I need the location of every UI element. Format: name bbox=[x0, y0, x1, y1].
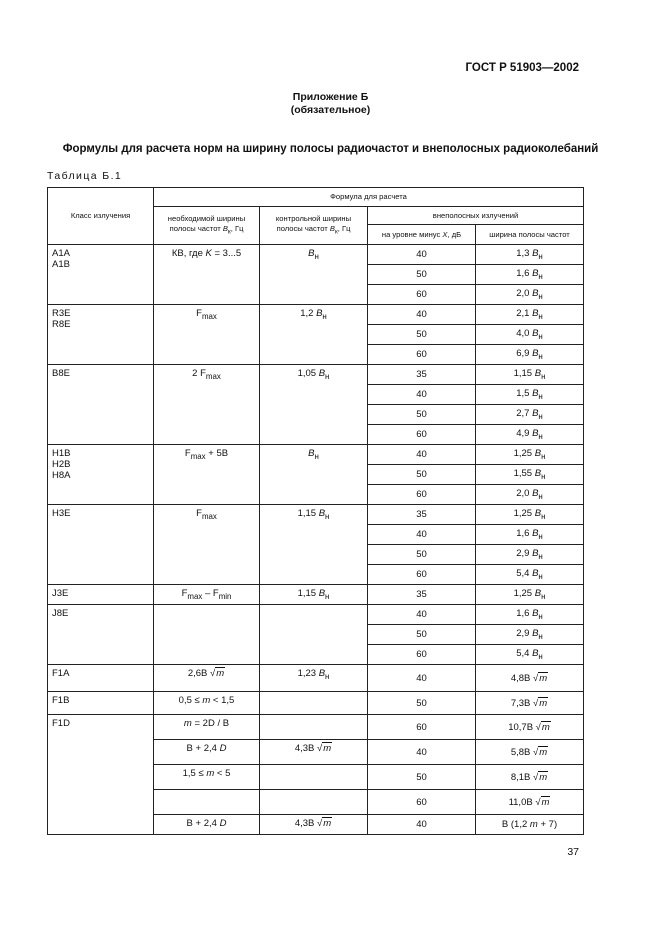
cell-control-width: 1,15 $B_н$ bbox=[260, 505, 368, 585]
cell-level: 35 bbox=[368, 365, 476, 385]
cell-necessary-width: m = 2D / B bbox=[154, 715, 260, 740]
cell-level: 40 bbox=[368, 525, 476, 545]
cell-bandwidth: 1,25 $B_н$ bbox=[476, 445, 584, 465]
cell-bandwidth: 1,25 $B_н$ bbox=[476, 505, 584, 525]
cell-level: 50 bbox=[368, 405, 476, 425]
cell-control-width: 1,05 $B_н$ bbox=[260, 365, 368, 445]
cell-necessary-width: $F_{max}$ bbox=[154, 505, 260, 585]
cell-necessary-width: КВ, где K = 3...5 bbox=[154, 245, 260, 305]
cell-necessary-width bbox=[154, 605, 260, 665]
appendix-title: Приложение Б bbox=[292, 91, 369, 103]
appendix-heading bbox=[0, 91, 661, 117]
cell-bandwidth: B (1,2 m + 7) bbox=[476, 815, 584, 835]
header-necessary-width: необходимой ширины полосы частот $B_к$, Гц bbox=[154, 207, 260, 245]
table-body bbox=[48, 245, 584, 835]
cell-emission-class: J8E bbox=[48, 605, 154, 665]
cell-control-width bbox=[260, 692, 368, 715]
cell-emission-class: R3E R8E bbox=[48, 305, 154, 365]
cell-control-width bbox=[260, 790, 368, 815]
header-level: на уровне минус X, дБ bbox=[368, 225, 476, 245]
cell-emission-class: F1B bbox=[48, 692, 154, 715]
cell-bandwidth: 4,9 $B_н$ bbox=[476, 425, 584, 445]
cell-level: 60 bbox=[368, 425, 476, 445]
page-title: Формулы для расчета норм на ширину полосы радиочастот и внеполосных радиоколебаний bbox=[62, 143, 599, 155]
cell-level: 40 bbox=[368, 445, 476, 465]
formula-table bbox=[47, 187, 584, 835]
cell-bandwidth: 5,4 $B_н$ bbox=[476, 645, 584, 665]
table-label: Таблица Б.1 bbox=[47, 170, 123, 182]
cell-necessary-width: 2,6B √m bbox=[154, 665, 260, 692]
cell-level: 40 bbox=[368, 385, 476, 405]
cell-bandwidth: 5,8B √m bbox=[476, 740, 584, 765]
cell-level: 60 bbox=[368, 715, 476, 740]
cell-bandwidth: 2,0 $B_н$ bbox=[476, 485, 584, 505]
header-formula: Формула для расчета bbox=[154, 188, 584, 207]
cell-necessary-width bbox=[154, 790, 260, 815]
table-row bbox=[48, 365, 584, 385]
table-row bbox=[48, 305, 584, 325]
cell-level: 40 bbox=[368, 305, 476, 325]
cell-bandwidth: 8,1B √m bbox=[476, 765, 584, 790]
cell-level: 50 bbox=[368, 545, 476, 565]
table-row bbox=[48, 605, 584, 625]
cell-necessary-width: $F_{max}$ bbox=[154, 305, 260, 365]
cell-necessary-width: 0,5 ≤ m < 1,5 bbox=[154, 692, 260, 715]
cell-control-width: 4,3B √m bbox=[260, 740, 368, 765]
cell-bandwidth: 7,3B √m bbox=[476, 692, 584, 715]
cell-emission-class: B8E bbox=[48, 365, 154, 445]
cell-bandwidth: 1,6 $B_н$ bbox=[476, 265, 584, 285]
cell-level: 50 bbox=[368, 325, 476, 345]
cell-level: 50 bbox=[368, 625, 476, 645]
header-emission-class: Класс излучения bbox=[48, 188, 154, 245]
cell-necessary-width: B + 2,4 D bbox=[154, 740, 260, 765]
cell-bandwidth: 1,55 $B_н$ bbox=[476, 465, 584, 485]
cell-bandwidth: 10,7B √m bbox=[476, 715, 584, 740]
cell-control-width bbox=[260, 605, 368, 665]
cell-bandwidth: 1,6 $B_н$ bbox=[476, 525, 584, 545]
page-number: 37 bbox=[567, 846, 579, 858]
header-control-width: контрольной ширины полосы частот $B_к$, Гц bbox=[260, 207, 368, 245]
cell-control-width: 4,3B √m bbox=[260, 815, 368, 835]
table-row bbox=[48, 445, 584, 465]
cell-bandwidth: 5,4 $B_н$ bbox=[476, 565, 584, 585]
cell-bandwidth: 1,25 $B_н$ bbox=[476, 585, 584, 605]
cell-level: 60 bbox=[368, 345, 476, 365]
table-row bbox=[48, 692, 584, 715]
cell-emission-class: H3E bbox=[48, 505, 154, 585]
cell-level: 50 bbox=[368, 465, 476, 485]
cell-bandwidth: 6,9 $B_н$ bbox=[476, 345, 584, 365]
cell-emission-class: H1B H2B H8A bbox=[48, 445, 154, 505]
cell-bandwidth: 1,5 $B_н$ bbox=[476, 385, 584, 405]
cell-level: 50 bbox=[368, 765, 476, 790]
cell-level: 50 bbox=[368, 265, 476, 285]
cell-control-width: 1,15 $B_н$ bbox=[260, 585, 368, 605]
cell-emission-class: A1A A1B bbox=[48, 245, 154, 305]
cell-bandwidth: 1,3 $B_н$ bbox=[476, 245, 584, 265]
cell-bandwidth: 2,7 $B_н$ bbox=[476, 405, 584, 425]
table-row bbox=[48, 505, 584, 525]
cell-level: 60 bbox=[368, 485, 476, 505]
cell-level: 40 bbox=[368, 815, 476, 835]
cell-level: 60 bbox=[368, 565, 476, 585]
cell-control-width: $B_н$ bbox=[260, 445, 368, 505]
table-row bbox=[48, 665, 584, 692]
cell-bandwidth: 2,9 $B_н$ bbox=[476, 625, 584, 645]
cell-control-width: 1,2 $B_н$ bbox=[260, 305, 368, 365]
cell-bandwidth: 1,6 $B_н$ bbox=[476, 605, 584, 625]
cell-bandwidth: 2,9 $B_н$ bbox=[476, 545, 584, 565]
cell-necessary-width: $F_{max} - F_{min}$ bbox=[154, 585, 260, 605]
cell-level: 60 bbox=[368, 645, 476, 665]
cell-emission-class: F1D bbox=[48, 715, 154, 835]
cell-level: 40 bbox=[368, 740, 476, 765]
cell-necessary-width: B + 2,4 D bbox=[154, 815, 260, 835]
cell-control-width: $B_н$ bbox=[260, 245, 368, 305]
cell-level: 40 bbox=[368, 245, 476, 265]
cell-emission-class: F1A bbox=[48, 665, 154, 692]
cell-emission-class: J3E bbox=[48, 585, 154, 605]
appendix-status: (обязательное) bbox=[290, 104, 371, 116]
cell-level: 50 bbox=[368, 692, 476, 715]
table-row bbox=[48, 585, 584, 605]
document-number: ГОСТ Р 51903—2002 bbox=[465, 62, 579, 74]
header-out-of-band: внеполосных излучений bbox=[368, 207, 584, 225]
cell-necessary-width: 1,5 ≤ m < 5 bbox=[154, 765, 260, 790]
cell-level: 60 bbox=[368, 285, 476, 305]
cell-control-width bbox=[260, 765, 368, 790]
cell-bandwidth: 4,0 $B_н$ bbox=[476, 325, 584, 345]
cell-bandwidth: 2,1 $B_н$ bbox=[476, 305, 584, 325]
cell-level: 35 bbox=[368, 585, 476, 605]
header-bandwidth: ширина полосы частот bbox=[476, 225, 584, 245]
cell-bandwidth: 1,15 $B_н$ bbox=[476, 365, 584, 385]
table-row bbox=[48, 245, 584, 265]
table-header bbox=[48, 188, 584, 245]
cell-bandwidth: 4,8B √m bbox=[476, 665, 584, 692]
cell-level: 40 bbox=[368, 665, 476, 692]
cell-control-width bbox=[260, 715, 368, 740]
table-row bbox=[48, 715, 584, 740]
cell-control-width: 1,23 $B_н$ bbox=[260, 665, 368, 692]
cell-necessary-width: 2 $F_{max}$ bbox=[154, 365, 260, 445]
cell-necessary-width: $F_{max} + 5B$ bbox=[154, 445, 260, 505]
cell-level: 40 bbox=[368, 605, 476, 625]
cell-level: 60 bbox=[368, 790, 476, 815]
cell-bandwidth: 11,0B √m bbox=[476, 790, 584, 815]
cell-bandwidth: 2,0 $B_н$ bbox=[476, 285, 584, 305]
cell-level: 35 bbox=[368, 505, 476, 525]
